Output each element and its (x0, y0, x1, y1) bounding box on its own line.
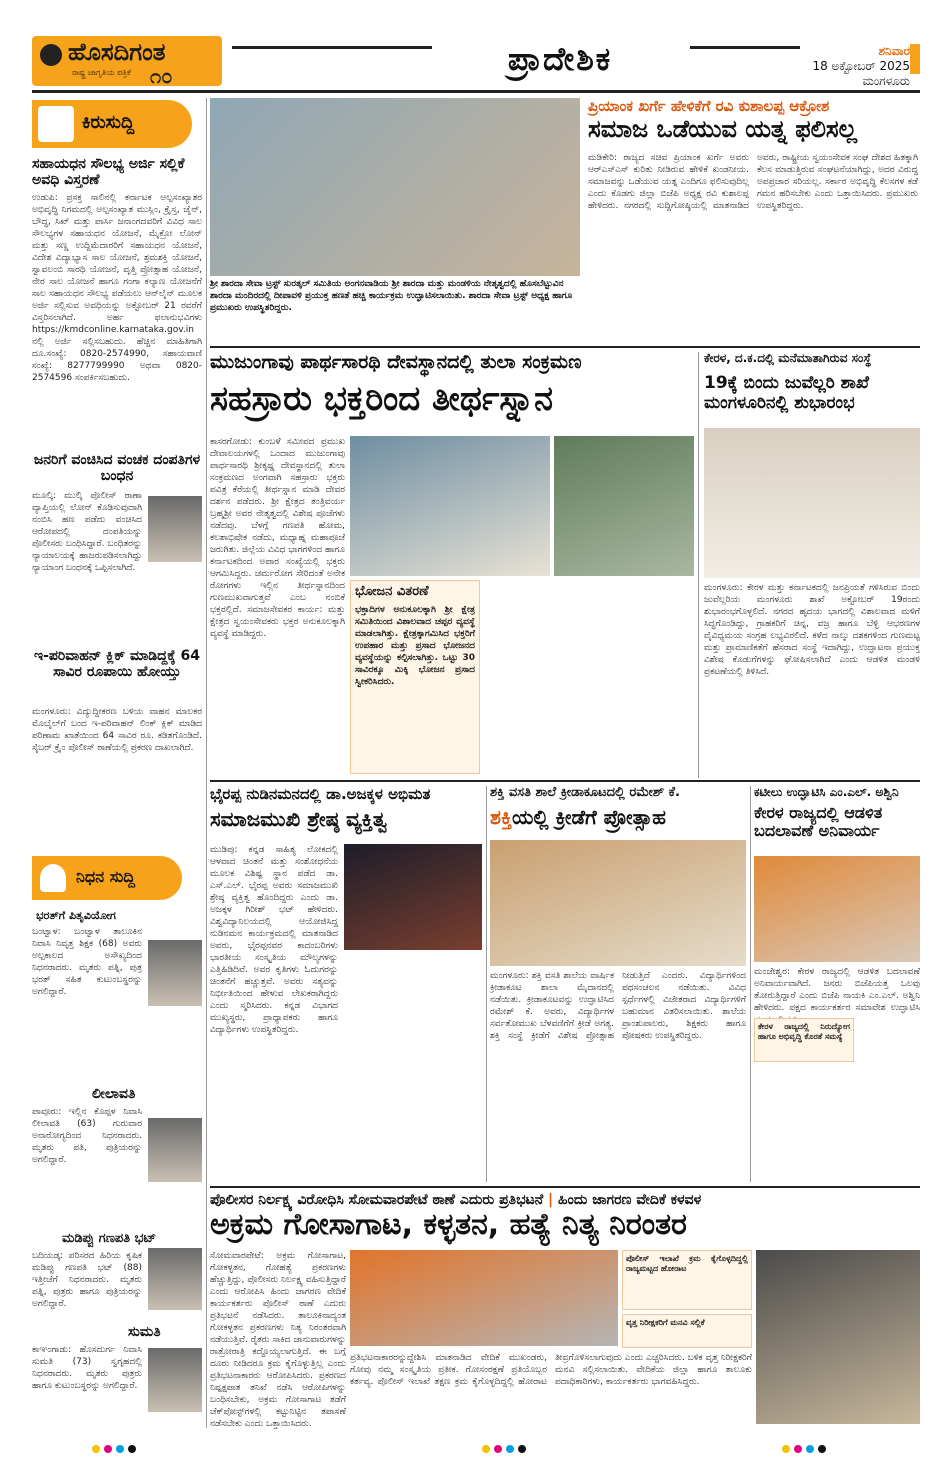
ashwini-sidebox (754, 1018, 854, 1062)
dot-black (818, 1445, 826, 1453)
ajakkala-body: ಮುಡಿಪು: ಕನ್ನಡ ಸಾಹಿತ್ಯ ಲೋಕದಲ್ಲಿ ಆಳವಾದ ಚಿಂತನೆ ಮತ್ತು ಸಂಶೋಧನೆಯ ಮೂಲಕ ವಿಶಿಷ್ಟ ಸ್ಥಾನ ಪಡೆದ ಡಾ. ಎಸ್.ಎಲ್. ಭೈರಪ್ಪ ಅವರು ಸಮಾಜಮುಖಿ ಶ್ರೇಷ್ಠ ವ್ಯಕ್ತಿತ್ವ ಹೊಂದಿದ್ದರು ಎಂದು ಡಾ. ಅಜಕ್ಕಳ ಗಿರೀಶ್ ಭಟ್ ಹೇಳಿದರು. ವಿಶ್ವವಿದ್ಯಾನಿಲಯದಲ್ಲಿ ಆಯೋಜಿಸಿದ್ದ ನುಡಿನಮನ ಕಾರ್ಯಕ್ರಮದಲ್ಲಿ ಮಾತನಾಡಿದ ಅವರು, ಭೈರಪ್ಪನವರ ಕಾದಂಬರಿಗಳು ಭಾರತೀಯ ಸಂಸ್ಕೃತಿಯ ಮೌಲ್ಯಗಳನ್ನು ಎತ್ತಿಹಿಡಿದಿವೆ. ಅವರ ಕೃತಿಗಳು ಓದುಗರನ್ನು ಚಿಂತನೆಗೆ ಹಚ್ಚುತ್ತವೆ. ಅವರು ಸತ್ಯವನ್ನು ನಿರ್ಭೀತಿಯಿಂದ ಹೇಳುವ ಲೇಖಕರಾಗಿದ್ದರು ಎಂದು ಸ್ಮರಿಸಿದರು. ಕನ್ನಡ ವಿಭಾಗದ ಮುಖ್ಯಸ್ಥರು, ಪ್ರಾಧ್ಯಾಪಕರು ಹಾಗೂ ವಿದ್ಯಾರ್ಥಿಗಳು ಉಪಸ್ಥಿತರಿದ್ದರು. (210, 845, 338, 1035)
obit1-body: ಬಂಟ್ವಾಳ: ಬಂಟ್ವಾಳ ತಾಲೂಕಿನ ನಿವಾಸಿ ನಿವೃತ್ತ ಶಿಕ್ಷಕ (68) ಅವರು ಅಲ್ಪಕಾಲದ ಅಸೌಖ್ಯದಿಂದ ನಿಧನರಾದರು. ಮೃತರು ಪತ್ನಿ, ಪುತ್ರ ಭರತ್ ಸಹಿತ ಕುಟುಂಬಸ್ಥರನ್ನು ಅಗಲಿದ್ದಾರೆ. (32, 927, 142, 997)
gau-box2-text: ವೃತ್ತ ನಿರೀಕ್ಷಕರಿಗೆ ಮನವಿ ಸಲ್ಲಿಕೆ (626, 1318, 705, 1327)
shakti-headline-rest: ಯಲ್ಲಿ ಕ್ರೀಡೆಗೆ ಪ್ರೋತ್ಸಾಹ (512, 805, 667, 829)
ashwini-headline: ಕೇರಳ ರಾಜ್ಯದಲ್ಲಿ ಆಡಳಿತ ಬದಲಾವಣೆ ಅನಿವಾರ್ಯ (754, 803, 883, 841)
registration-dots-left (90, 1438, 210, 1450)
kiru-story3-title: ಇ-ಪರಿವಾಹನ್ ಕ್ಲಿಕ್ ಮಾಡಿದ್ದಕ್ಕೆ 64 ಸಾವಿರ ರೂಪಾಯಿ ಹೋಯ್ತು (34, 648, 200, 681)
page-number: ೧೦ (150, 64, 173, 88)
kiru-story3-body: ಮಂಗಳೂರು: ವಿದ್ಯುದ್ದೀಕರಣ ಬಳಿಯ ವಾಹನ ಮಾಲಕರ ಮೊಬೈಲ್‌ಗೆ ಬಂದ ಇ-ಪರಿವಾಹನ್ ಲಿಂಕ್ ಕ್ಲಿಕ್ ಮಾಡಿದ ಪರಿಣಾಮ ಖಾತೆಯಿಂದ 64 ಸಾವಿರ ರೂ. ಕಡಿತಗೊಂಡಿದೆ. ಸೈಬರ್ ಕ್ರೈಂ ಪೊಲೀಸ್ ಠಾಣೆಯಲ್ಲಿ ಪ್ರಕರಣ ದಾಖಲಾಗಿದೆ. (32, 707, 202, 753)
bjp-event-photo (754, 856, 920, 962)
obit2-body: ಪಾವೂರು: ಇಲ್ಲಿನ ಕೊಪ್ಪಳ ನಿವಾಸಿ ಲೀಲಾವತಿ (63) ಗುರುವಾರ ಅನಾರೋಗ್ಯದಿಂದ ನಿಧನರಾದರು. ಮೃತರು ಪತಿ, ಪುತ್ರಿಯರನ್ನು ಅಗಲಿದ್ದಾರೆ. (32, 1107, 142, 1165)
meal-box-title: ಭೋಜನ ವಿತರಣೆ (355, 584, 429, 599)
row3-divider (210, 1186, 920, 1188)
meal-box-body: ಭಕ್ತಾದಿಗಳ ಅನುಕೂಲಕ್ಕಾಗಿ ಶ್ರೀ ಕ್ಷೇತ್ರ ಸಮಿತಿಯಿಂದ ವಿಶಾಲವಾದ ಚಪ್ಪರ ವ್ಯವಸ್ಥೆ ಮಾಡಲಾಗಿತ್ತು. ಕ್ಷೇತ್ರಕ್ಕಾಗಮಿಸಿದ ಭಕ್ತರಿಗೆ ಉಪಹಾರ ಮತ್ತು ಪ್ರಸಾದ ಭೋಜನದ ವ್ಯವಸ್ಥೆಯನ್ನು ಕಲ್ಪಿಸಲಾಗಿತ್ತು. ಒಟ್ಟು 30 ಸಾವಿರಕ್ಕೂ ಮಿಕ್ಕಿ ಭೋಜನ ಪ್ರಸಾದ ಸ್ವೀಕರಿಸಿದರು. (355, 604, 475, 687)
nidhana-column (32, 856, 202, 1426)
tula-kicker: ಮುಜುಂಗಾವು ಪಾರ್ಥಸಾರಥಿ ದೇವಸ್ಥಾನದಲ್ಲಿ ತುಲಾ ಸಂಕ್ರಮಣ (210, 351, 582, 373)
meal-sidebox (350, 580, 480, 774)
obit4-photo (148, 1348, 202, 1412)
speaker-photo (344, 844, 482, 950)
shakti-body: ಮಂಗಳೂರು: ಶಕ್ತಿ ವಸತಿ ಶಾಲೆಯ ವಾರ್ಷಿಕ ಕ್ರೀಡಾಕೂಟ ಶಾಲಾ ಮೈದಾನದಲ್ಲಿ ನಡೆಯಿತು. ಕ್ರೀಡಾಕೂಟವನ್ನು ಉದ್ಘಾಟಿಸಿದ ರಮೇಶ್ ಕೆ. ಅವರು, ವಿದ್ಯಾರ್ಥಿಗಳ ಸರ್ವತೋಮುಖ ಬೆಳವಣಿಗೆಗೆ ಕ್ರೀಡೆ ಅಗತ್ಯ. ಶಕ್ತಿ ಸಂಸ್ಥೆ ಕ್ರೀಡೆಗೆ ವಿಶೇಷ ಪ್ರೋತ್ಸಾಹ ನೀಡುತ್ತಿದೆ ಎಂದರು. ವಿದ್ಯಾರ್ಥಿಗಳಿಂದ ಪಥಸಂಚಲನ ನಡೆಯಿತು. ವಿವಿಧ ಸ್ಪರ್ಧೆಗಳಲ್ಲಿ ವಿಜೇತರಾದ ವಿದ್ಯಾರ್ಥಿಗಳಿಗೆ ಬಹುಮಾನ ವಿತರಿಸಲಾಯಿತು. ಶಾಲೆಯ ಪ್ರಾಂಶುಪಾಲರು, ಶಿಕ್ಷಕರು ಹಾಗೂ ಪೋಷಕರು ಉಪಸ್ಥಿತರಿದ್ದರು. (490, 971, 746, 1041)
newspaper-tagline: ರಾಷ್ಟ್ರ ಜಾಗೃತಿಯ ಪತ್ರಿಕೆ (72, 68, 131, 77)
megaphone-icon (38, 106, 74, 142)
dot-cyan (116, 1445, 124, 1453)
dot-yellow (482, 1445, 490, 1453)
obit2-name: ಲೀಲಾವತಿ (92, 1086, 136, 1102)
kiru-story1-title: ಸಹಾಯಧನ ಸೌಲಭ್ಯ ಅರ್ಜಿ ಸಲ್ಲಿಕೆ ಅವಧಿ ವಿಸ್ತರಣೆ (32, 156, 185, 189)
dot-magenta (794, 1445, 802, 1453)
date-text: 18 ಅಕ್ಟೋಬರ್ 2025 (812, 59, 910, 73)
jewellery-showroom-photo (704, 428, 920, 578)
kiru-story2-title: ಜನರಿಗೆ ವಂಚಿಸಿದ ವಂಚಕ ದಂಪತಿಗಳ ಬಂಧನ (33, 452, 201, 485)
priyank-body: ಮಡಿಕೇರಿ: ರಾಜ್ಯದ ಸಚಿವ ಪ್ರಿಯಾಂಕ ಖರ್ಗೆ ಅವರು ಆರ್‌ಎಸ್‌ಎಸ್ ಕುರಿತು ನೀಡಿರುವ ಹೇಳಿಕೆ ಖಂಡನೀಯ. ಸಮಾಜವನ್ನು ಒಡೆಯುವ ಯತ್ನ ಎಂದಿಗೂ ಫಲಿಸುವುದಿಲ್ಲ ಎಂದು ಕೊಡಗು ಜಿಲ್ಲಾ ಬಿಜೆಪಿ ಅಧ್ಯಕ್ಷ ರವಿ ಕುಶಾಲಪ್ಪ ಹೇಳಿದರು. ನಗರದಲ್ಲಿ ಸುದ್ದಿಗೋಷ್ಠಿಯಲ್ಲಿ ಮಾತನಾಡಿದ ಅವರು, ರಾಷ್ಟ್ರೀಯ ಸ್ವಯಂಸೇವಕ ಸಂಘ ದೇಶದ ಹಿತಕ್ಕಾಗಿ ಕೆಲಸ ಮಾಡುತ್ತಿರುವ ಸಂಘಟನೆಯಾಗಿದ್ದು, ಅದರ ವಿರುದ್ಧ ಅಪಪ್ರಚಾರ ಸರಿಯಲ್ಲ. ಸರ್ಕಾರ ಅಭಿವೃದ್ಧಿ ಕೆಲಸಗಳ ಕಡೆ ಗಮನ ಹರಿಸಬೇಕು ಎಂದು ಒತ್ತಾಯಿಸಿದರು. ಪ್ರಮುಖರು ಉಪಸ್ಥಿತರಿದ್ದರು. (588, 153, 918, 211)
sharada-event-photo (210, 98, 580, 276)
masthead-rule-right (690, 46, 800, 49)
holy-dip-photo (554, 436, 694, 576)
obit3-name: ಮಡಿಪ್ಪು ಗಣಪತಿ ಭಟ್ (62, 1231, 157, 1246)
gau-body-bottom: ಪ್ರತಿಭಟನಾಕಾರರನ್ನುದ್ದೇಶಿಸಿ ಮಾತನಾಡಿದ ವೇದಿಕೆ ಮುಖಂಡರು, ಗೋವು ನಮ್ಮ ಸಂಸ್ಕೃತಿಯ ಪ್ರತೀಕ. ಗೋಸಂರಕ್ಷಣೆ ಪ್ರತಿಯೊಬ್ಬರ ಕರ್ತವ್ಯ. ಪೊಲೀಸ್ ಇಲಾಖೆ ತಕ್ಷಣ ಕ್ರಮ ಕೈಗೊಳ್ಳದಿದ್ದಲ್ಲಿ ಹೋರಾಟ ತೀವ್ರಗೊಳಿಸಲಾಗುವುದು ಎಂದು ಎಚ್ಚರಿಸಿದರು. ಬಳಿಕ ವೃತ್ತ ನಿರೀಕ್ಷಕರಿಗೆ ಮನವಿ ಸಲ್ಲಿಸಲಾಯಿತು. ವೇದಿಕೆಯ ಜಿಲ್ಲಾ ಹಾಗೂ ತಾಲೂಕು ಪದಾಧಿಕಾರಿಗಳು, ಕಾರ್ಯಕರ್ತರು ಭಾಗವಹಿಸಿದ್ದರು. (350, 1353, 753, 1387)
kiru-label-box (32, 100, 192, 148)
gau-kicker: ಪೊಲೀಸರ ನಿರ್ಲಕ್ಷ್ಯ ವಿರೋಧಿಸಿ ಸೋಮವಾರಪೇಟೆ ಠಾಣೆ ಎದುರು ಪ್ರತಿಭಟನೆ | ಹಿಂದು ಜಾಗರಣ ವೇದಿಕೆ ಕಳವಳ (210, 1192, 702, 1208)
masthead-divider (32, 90, 920, 93)
ajakkala-kicker: ಭೈರಪ್ಪ ನುಡಿನಮನದಲ್ಲಿ ಡಾ.ಅಜಕ್ಕಳ ಅಭಿಮತ (210, 785, 431, 803)
dot-magenta (104, 1445, 112, 1453)
brand-bar (910, 44, 920, 74)
kiru-label: ಕಿರುಸುದ್ದಿ (82, 112, 135, 133)
ajakkala-shakti-divider (486, 786, 487, 1182)
logo-emblem-icon (40, 44, 62, 66)
dot-yellow (92, 1445, 100, 1453)
priyank-kicker: ಪ್ರಿಯಾಂಕ ಖರ್ಗೆ ಹೇಳಿಕೆಗೆ ರವಿ ಕುಶಾಲಪ್ಪ ಆಕ್ರೋಶ (588, 97, 830, 115)
lamp-icon (40, 864, 66, 892)
gau-box1-text: ಪೊಲೀಸ್ ಇಲಾಖೆ ಕ್ರಮ ಕೈಗೊಳ್ಳದಿದ್ದಲ್ಲಿ ರಾಜ್ಯಮಟ್ಟದ ಹೋರಾಟ (626, 1254, 748, 1273)
priyank-headline: ಸಮಾಜ ಒಡೆಯುವ ಯತ್ನ ಫಲಿಸಲ್ಲ (588, 115, 858, 143)
row1-divider (210, 346, 920, 348)
ashwini-kicker: ಕಟೀಲು ಉದ್ಘಾಟಿಸಿ ಎಂ.ಎಲ್. ಅಶ್ವಿನಿ (754, 785, 899, 799)
kiru-suddi-column (32, 100, 202, 840)
ashwini-body: ಮಂಜೇಶ್ವರ: ಕೇರಳ ರಾಜ್ಯದಲ್ಲಿ ಆಡಳಿತ ಬದಲಾವಣೆ ಅನಿವಾರ್ಯವಾಗಿದೆ. ಜನರು ಬಿಜೆಪಿಯತ್ತ ಒಲವು ತೋರುತ್ತಿದ್ದಾರೆ ಎಂದು ಬಿಜೆಪಿ ನಾಯಕಿ ಎಂ.ಎಲ್. ಅಶ್ವಿನಿ ಹೇಳಿದರು. ಪಕ್ಷದ ಕಾರ್ಯಕರ್ತರ ಸಮಾವೇಶ ಉದ್ಘಾಟಿಸಿ (754, 967, 920, 1013)
tula-body: ಕಾಸರಗೋಡು: ಕುಂಬಳೆ ಸಮೀಪದ ಪ್ರಮುಖ ದೇವಾಲಯಗಳಲ್ಲಿ ಒಂದಾದ ಮುಜುಂಗಾವು ಪಾರ್ಥಸಾರಥಿ ಶ್ರೀಕೃಷ್ಣ ದೇವಸ್ಥಾನದಲ್ಲಿ ತುಲಾ ಸಂಕ್ರಮಣದ ಅಂಗವಾಗಿ ಸಹಸ್ರಾರು ಭಕ್ತರು ಪವಿತ್ರ ಕೆರೆಯಲ್ಲಿ ತೀರ್ಥಸ್ನಾನ ಮಾಡಿ ದೇವರ ದರ್ಶನ ಪಡೆದರು. ಶ್ರೀ ಕ್ಷೇತ್ರದ ತಂತ್ರಿವರ್ಯ ಬ್ರಹ್ಮಶ್ರೀ ಅವರ ನೇತೃತ್ವದಲ್ಲಿ ವಿಶೇಷ ಪೂಜೆಗಳು ನಡೆದವು. ಬೆಳಗ್ಗೆ ಗಣಪತಿ ಹೋಮ, ಕಲಶಾಭಿಷೇಕ ನಡೆದು, ಮಧ್ಯಾಹ್ನ ಮಹಾಪೂಜೆ ಜರುಗಿತು. ಜಿಲ್ಲೆಯ ವಿವಿಧ ಭಾಗಗಳಿಂದ ಹಾಗೂ ಕರ್ನಾಟಕದಿಂದ ಅಪಾರ ಸಂಖ್ಯೆಯಲ್ಲಿ ಭಕ್ತರು ಆಗಮಿಸಿದ್ದರು. ಚರ್ಮರೋಗ ಸೇರಿದಂತೆ ಅನೇಕ ರೋಗಗಳು ಇಲ್ಲಿನ ತೀರ್ಥಸ್ನಾನದಿಂದ ಗುಣಮುಖವಾಗುತ್ತವೆ ಎಂಬ ನಂಬಿಕೆ ಭಕ್ತರಲ್ಲಿದೆ. ಸಮಾಜಸೇವಕರ ಕಾರ್ಯ: ಮತ್ತು ಕ್ಷೇತ್ರದ ಸ್ವಯಂಸೇವಕರು ಭಕ್ತರ ಅನುಕೂಲಕ್ಕಾಗಿ ವ್ಯವಸ್ಥೆ ಮಾಡಿದ್ದರು. (210, 437, 345, 639)
kiru-story2-body: ಮೂಲ್ಕಿ: ಮುಲ್ಕಿ ಪೊಲೀಸ್ ಠಾಣಾ ವ್ಯಾಪ್ತಿಯಲ್ಲಿ ಲೋನ್ ಕೊಡಿಸುವುದಾಗಿ ನಂಬಿಸಿ ಹಣ ಪಡೆದು ವಂಚಿಸಿದ ಆರೋಪದಲ್ಲಿ ದಂಪತಿಯನ್ನು ಪೊಲೀಸರು ಬಂಧಿಸಿದ್ದಾರೆ. ಬಂಧಿತರನ್ನು ನ್ಯಾಯಾಲಯಕ್ಕೆ ಹಾಜರುಪಡಿಸಲಾಗಿದ್ದು ನ್ಯಾಯಾಂಗ ಬಂಧನಕ್ಕೆ ಒಪ್ಪಿಸಲಾಗಿದೆ. (32, 491, 142, 573)
dot-cyan (506, 1445, 514, 1453)
tula-jewel-divider (698, 352, 699, 778)
left-column-divider (206, 98, 207, 1428)
shakti-headline-brand: ಶಕ್ತಿ (490, 805, 513, 829)
shakti-athreen-divider (750, 786, 751, 1182)
dot-cyan (806, 1445, 814, 1453)
masthead-rule-left (232, 46, 432, 49)
tula-headline: ಸಹಸ್ರಾರು ಭಕ್ತರಿಂದ ತೀರ್ಥಸ್ನಾನ (210, 379, 553, 419)
section-title: ಪ್ರಾದೇಶಿಕ (507, 40, 613, 78)
obit4-body: ಕಾಞಂಗಾಡು: ಹೊಸದುರ್ಗ ನಿವಾಸಿ ಸುಮತಿ (73) ಸ್ವಗೃಹದಲ್ಲಿ ನಿಧನರಾದರು. ಮೃತರು ಪುತ್ರರು ಹಾಗೂ ಕುಟುಂಬಸ್ಥರನ್ನು ಅಗಲಿದ್ದಾರೆ. (32, 1345, 142, 1391)
dot-magenta (494, 1445, 502, 1453)
nidhana-label: ನಿಧನ ಸುದ್ದಿ (76, 867, 136, 886)
obit4-name: ಸುಮತಿ (128, 1324, 161, 1340)
shakti-kicker: ಶಕ್ತಿ ವಸತಿ ಶಾಲೆ ಕ್ರೀಡಾಕೂಟದಲ್ಲಿ ರಮೇಶ್ ಕೆ. (490, 785, 680, 800)
row2-divider (210, 780, 920, 782)
sharada-photo-caption: ಶ್ರೀ ಶಾರದಾ ಸೇವಾ ಟ್ರಸ್ಟ್ ಸುರತ್ಕಲ್ ಸಮಿತಿಯ ಅಂಗನವಾಡಿಯ ಶ್ರೀ ಶಾರದಾ ಮತ್ತು ಮಂಡಳಿಯ ನೇತೃತ್ವದಲ್ಲಿ ಹೊಸಬೆಟ್ಟುವಿನ ಶಾರದಾ ಮಂದಿರದಲ್ಲಿ ದೀಪಾವಳಿ ಪ್ರಯುಕ್ತ ಹಣತೆ ಹಚ್ಚಿ ಕಾರ್ಯಕ್ರಮ ಉದ್ಘಾಟಿಸಲಾಯಿತು. ಶಾರದಾ ಸೇವಾ ಟ್ರಸ್ಟ್ ಅಧ್ಯಕ್ಷ ಹಾಗೂ ಪ್ರಮುಖರು ಉಪಸ್ಥಿತರಿದ್ದರು. (210, 278, 580, 342)
day-name: ಶನಿವಾರ (878, 44, 910, 58)
obit3-body: ಬದಿಯಡ್ಕ: ಪರಿಸರದ ಹಿರಿಯ ಕೃಷಿಕ ಮಡಿಪ್ಪು ಗಣಪತಿ ಭಟ್ (88) ಇತ್ತೀಚೆಗೆ ನಿಧನರಾದರು. ಮೃತರು ಪತ್ನಿ, ಪುತ್ರರು ಹಾಗೂ ಪುತ್ರಿಯರನ್ನು ಅಗಲಿದ್ದಾರೆ. (32, 1251, 142, 1309)
gau-sidebox-1 (622, 1250, 752, 1310)
shakti-headline (490, 806, 750, 829)
accused-photo (148, 496, 202, 562)
jewel-body: ಮಂಗಳೂರು: ಕೇರಳ ಮತ್ತು ಕರ್ನಾಟಕದಲ್ಲಿ ಜನಪ್ರಿಯತೆ ಗಳಿಸಿರುವ ಬಿಂದು ಜುವೆಲ್ಲರಿಯ ಮಂಗಳೂರು ಶಾಖೆ ಅಕ್ಟೋಬರ್ 19ರಂದು ಶುಭಾರಂಭಗೊಳ್ಳಲಿದೆ. ನಗರದ ಹೃದಯ ಭಾಗದಲ್ಲಿ ವಿಶಾಲವಾದ ಮಳಿಗೆ ಸಿದ್ಧಗೊಂಡಿದ್ದು, ಗ್ರಾಹಕರಿಗೆ ಚಿನ್ನ, ವಜ್ರ ಹಾಗೂ ಬೆಳ್ಳಿ ಆಭರಣಗಳ ವೈವಿಧ್ಯಮಯ ಸಂಗ್ರಹ ಲಭ್ಯವಿರಲಿದೆ. ಕಳೆದ ನಾಲ್ಕು ದಶಕಗಳಿಂದ ಗುಣಮಟ್ಟ ಮತ್ತು ಪ್ರಾಮಾಣಿಕತೆಗೆ ಹೆಸರಾದ ಸಂಸ್ಥೆ ಇದಾಗಿದ್ದು, ಉದ್ಘಾಟನಾ ಪ್ರಯುಕ್ತ ವಿಶೇಷ ಕೊಡುಗೆಗಳನ್ನು ಘೋಷಿಸಲಾಗಿದೆ ಎಂದು ಆಡಳಿತ ಮಂಡಳಿ ಪ್ರಕಟಣೆಯಲ್ಲಿ ತಿಳಿಸಿದೆ. (704, 583, 920, 677)
gau-sidebox-2 (622, 1314, 752, 1348)
police-officer-photo (756, 1250, 920, 1424)
obit3-photo (148, 1248, 202, 1310)
temple-crowd-photo (350, 436, 550, 576)
gau-kicker-a: ಪೊಲೀಸರ ನಿರ್ಲಕ್ಷ್ಯ ವಿರೋಧಿಸಿ ಸೋಮವಾರಪೇಟೆ ಠಾಣೆ ಎದುರು ಪ್ರತಿಭಟನೆ (210, 1192, 544, 1208)
obit1-name: ಭರತ್‌ಗೆ ಪಿತೃವಿಯೋಗ (36, 909, 116, 922)
jewel-headline: 19ಕ್ಕೆ ಬಿಂದು ಜುವೆಲ್ಲರಿ ಶಾಖೆ ಮಂಗಳೂರಿನಲ್ಲಿ ಶುಭಾರಂಭ (704, 373, 869, 413)
sports-meet-photo (490, 840, 746, 966)
dot-yellow (782, 1445, 790, 1453)
registration-dots-center (480, 1438, 600, 1450)
dot-black (518, 1445, 526, 1453)
registration-dots-right (780, 1438, 900, 1450)
ashwini-box-text: ಕೇರಳ ರಾಜ್ಯದಲ್ಲಿ ನಿರುದ್ಯೋಗ ಹಾಗೂ ಅಭಿವೃದ್ಧಿ ಕೊರತೆ ಸಮಸ್ಯೆ (758, 1022, 850, 1041)
ajakkala-headline: ಸಮಾಜಮುಖಿ ಶ್ರೇಷ್ಠ ವ್ಯಕ್ತಿತ್ವ (210, 807, 388, 831)
newspaper-name: ಹೊಸದಿಗಂತ (68, 38, 166, 66)
obit1-photo (148, 940, 202, 1006)
obit2-photo (148, 1118, 202, 1182)
gau-headline: ಅಕ್ರಮ ಗೋಸಾಗಾಟ, ಕಳ್ಳತನ, ಹತ್ಯೆ ನಿತ್ಯ ನಿರಂತರ (210, 1207, 687, 1242)
nidhana-label-box (32, 856, 182, 900)
dot-black (128, 1445, 136, 1453)
kiru-story1-body: ಉಡುಪಿ: ಪ್ರಸಕ್ತ ಸಾಲಿನಲ್ಲಿ ಕರ್ನಾಟಕ ಅಲ್ಪಸಂಖ್ಯಾತರ ಅಭಿವೃದ್ಧಿ ನಿಗಮದಲ್ಲಿ ಅಲ್ಪಸಂಖ್ಯಾತ ಮುಸ್ಲಿಂ, ಕ್ರೈಸ್ತ, ಜೈನ್, ಬೌದ್ಧ, ಸಿಖ್ ಮತ್ತು ಪಾರ್ಸಿ ಜನಾಂಗದವರಿಗೆ ವಿವಿಧ ಸಾಲ ಸೌಲಭ್ಯಗಳ ಸಹಾಯಧನ ಯೋಜನೆ, ಮೈಕ್ರೋ ಲೋನ್ ಮತ್ತು ಸಣ್ಣ ಉದ್ದಿಮೆದಾರರಿಗೆ ಸಹಾಯಧನ ಯೋಜನೆ, ವಿದೇಶ ವಿದ್ಯಾಭ್ಯಾಸ ಸಾಲ ಯೋಜನೆ, ಶ್ರಮಶಕ್ತಿ ಯೋಜನೆ, ಸ್ವಾವಲಂಬಿ ಸಾರಥಿ ಯೋಜನೆ, ವೃತ್ತಿ ಪ್ರೋತ್ಸಾಹ ಯೋಜನೆ, ನೇರ ಸಾಲ ಯೋಜನೆ ಹಾಗೂ ಗಂಗಾ ಕಲ್ಯಾಣ ಯೋಜನೆಗೆ ಸಾಲ ಸಹಾಯಧನ ಸೌಲಭ್ಯ ಪಡೆಯಲು ಆನ್‌ಲೈನ್ ಮೂಲಕ ಅರ್ಜಿ ಸಲ್ಲಿಸುವ ಅವಧಿಯನ್ನು ಅಕ್ಟೋಬರ್ 21 ರವರೆಗೆ ವಿಸ್ತರಿಸಲಾಗಿದೆ. ಅರ್ಹ ಫಲಾನುಭವಿಗಳು https://kmdconline.karnataka.gov.in ನಲ್ಲಿ ಅರ್ಜಿ ಸಲ್ಲಿಸಬಹುದು. ಹೆಚ್ಚಿನ ಮಾಹಿತಿಗಾಗಿ ದೂ.ಸಂಖ್ಯೆ: 0820-2574990, ಸಹಾಯವಾಣಿ ಸಂಖ್ಯೆ: 8277799990 ಅಥವಾ 0820-2574596 ಸಂಪರ್ಕಿಸಬಹುದು. (32, 193, 202, 383)
gau-body-left: ಸೋಮವಾರಪೇಟೆ: ಅಕ್ರಮ ಗೋಸಾಗಾಟ, ಗೋಕಳ್ಳತನ, ಗೋಹತ್ಯೆ ಪ್ರಕರಣಗಳು ಹೆಚ್ಚುತ್ತಿದ್ದು, ಪೊಲೀಸರು ನಿರ್ಲಕ್ಷ್ಯ ವಹಿಸುತ್ತಿದ್ದಾರೆ ಎಂದು ಆರೋಪಿಸಿ ಹಿಂದು ಜಾಗರಣ ವೇದಿಕೆ ಕಾರ್ಯಕರ್ತರು ಪೊಲೀಸ್ ಠಾಣೆ ಎದುರು ಪ್ರತಿಭಟನೆ ನಡೆಸಿದರು. ತಾಲೂಕಿನಾದ್ಯಂತ ಗೋಕಳ್ಳತನ ಪ್ರಕರಣಗಳು ನಿತ್ಯ ನಿರಂತರವಾಗಿ ನಡೆಯುತ್ತಿವೆ. ರೈತರು ಸಾಕಿದ ಜಾನುವಾರುಗಳನ್ನು ರಾತ್ರೋರಾತ್ರಿ ಕದ್ದೊಯ್ಯಲಾಗುತ್ತಿದೆ. ಈ ಬಗ್ಗೆ ದೂರು ನೀಡಿದರೂ ಕ್ರಮ ಕೈಗೊಳ್ಳುತ್ತಿಲ್ಲ ಎಂದು ಪ್ರತಿಭಟನಾಕಾರರು ಆರೋಪಿಸಿದರು. ಪ್ರಕರಣದ ನಿಷ್ಪಕ್ಷಪಾತ ತನಿಖೆ ನಡೆಸಿ ಆರೋಪಿಗಳನ್ನು ಬಂಧಿಸಬೇಕು, ಅಕ್ರಮ ಗೋಸಾಗಾಟ ತಡೆಗೆ ಚೆಕ್‌ಪೋಸ್ಟ್‌ಗಳಲ್ಲಿ ಕಟ್ಟುನಿಟ್ಟಿನ ತಪಾಸಣೆ ನಡೆಸಬೇಕು ಎಂದು ಒತ್ತಾಯಿಸಿದರು. (210, 1251, 346, 1429)
protest-photo (350, 1250, 618, 1346)
edition-city: ಮಂಗಳೂರು (862, 74, 910, 88)
masthead-logo (32, 36, 222, 86)
gau-kicker-b: ಹಿಂದು ಜಾಗರಣ ವೇದಿಕೆ ಕಳವಳ (558, 1192, 702, 1208)
dateline (800, 44, 910, 89)
jewel-kicker: ಕೇರಳ, ದ.ಕ.ದಲ್ಲಿ ಮನೆಮಾತಾಗಿರುವ ಸಂಸ್ಥೆ (704, 351, 872, 365)
